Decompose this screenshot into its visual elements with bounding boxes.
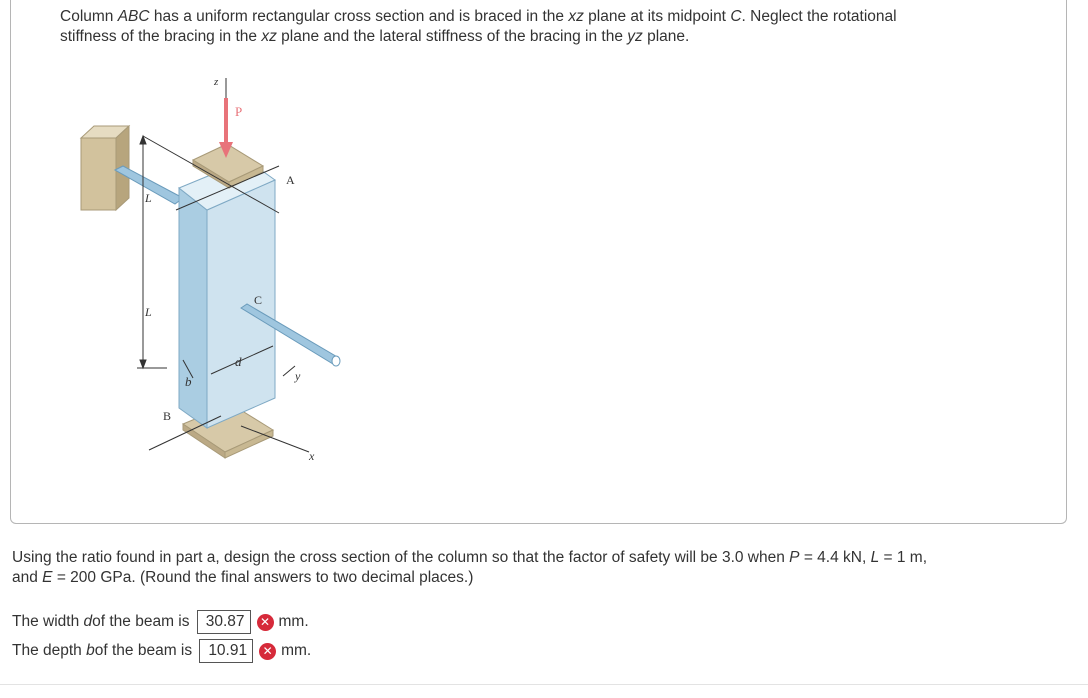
problem-var-xz: xz [568, 8, 584, 25]
bottom-divider [0, 684, 1088, 685]
question-text: = 4.4 kN, [799, 549, 871, 566]
length-top-label: L [145, 191, 152, 205]
point-c-label: C [254, 293, 263, 307]
depth-d-label: d [235, 354, 242, 369]
width-b-label: b [185, 374, 192, 389]
x-axis-label: x [309, 449, 315, 463]
width-answer-suffix: of the beam is [92, 613, 190, 630]
width-answer-row [12, 609, 309, 635]
problem-text: plane and the lateral stiffness of the bracing in the [276, 28, 628, 45]
question-text [12, 548, 1072, 588]
load-label: P [235, 104, 243, 119]
question-text: = 1 m, [879, 549, 928, 566]
point-a-label: A [286, 173, 295, 187]
z-axis-label: z [214, 76, 219, 88]
problem-text: has a uniform rectangular cross section and is braced in the [149, 8, 569, 25]
question-var-p: P [789, 549, 800, 566]
depth-answer-suffix: of the beam is [94, 642, 193, 659]
length-bottom-label: L [145, 305, 152, 319]
width-answer-var: d [83, 613, 93, 630]
problem-text: . Neglect the rotational [741, 8, 897, 25]
width-unit: mm. [278, 613, 309, 630]
incorrect-icon: ✕ [257, 614, 274, 631]
problem-text: plane at its midpoint [583, 8, 731, 25]
column-figure [71, 68, 371, 468]
problem-text: plane. [642, 28, 690, 45]
question-text: Using the ratio found in part a, design the cross section of the column so that the factor of safety will be 3.0 when [12, 549, 790, 566]
width-answer-prefix: The width [12, 613, 80, 630]
depth-answer-prefix: The depth [12, 642, 82, 659]
question-var-e: E [42, 569, 53, 586]
problem-text: stiffness of the bracing in the [60, 28, 262, 45]
problem-var-c: C [730, 8, 742, 25]
problem-statement [60, 7, 1040, 47]
y-axis-label: y [295, 369, 301, 383]
problem-var-xz: xz [261, 28, 277, 45]
depth-answer-var: b [86, 642, 95, 659]
problem-text: Column [60, 8, 118, 25]
depth-answer-row [12, 638, 311, 664]
depth-unit: mm. [281, 642, 312, 659]
question-var-l: L [870, 549, 880, 566]
problem-var-yz: yz [627, 28, 643, 45]
problem-var-abc: ABC [117, 8, 150, 25]
depth-answer-input[interactable]: 10.91 [199, 639, 253, 663]
incorrect-icon: ✕ [259, 643, 276, 660]
problem-panel [10, 0, 1067, 524]
point-b-label: B [163, 409, 172, 423]
width-answer-input[interactable]: 30.87 [197, 610, 251, 634]
question-text: = 200 GPa. (Round the final answers to two decimal places.) [52, 569, 474, 586]
question-text: and [12, 569, 43, 586]
